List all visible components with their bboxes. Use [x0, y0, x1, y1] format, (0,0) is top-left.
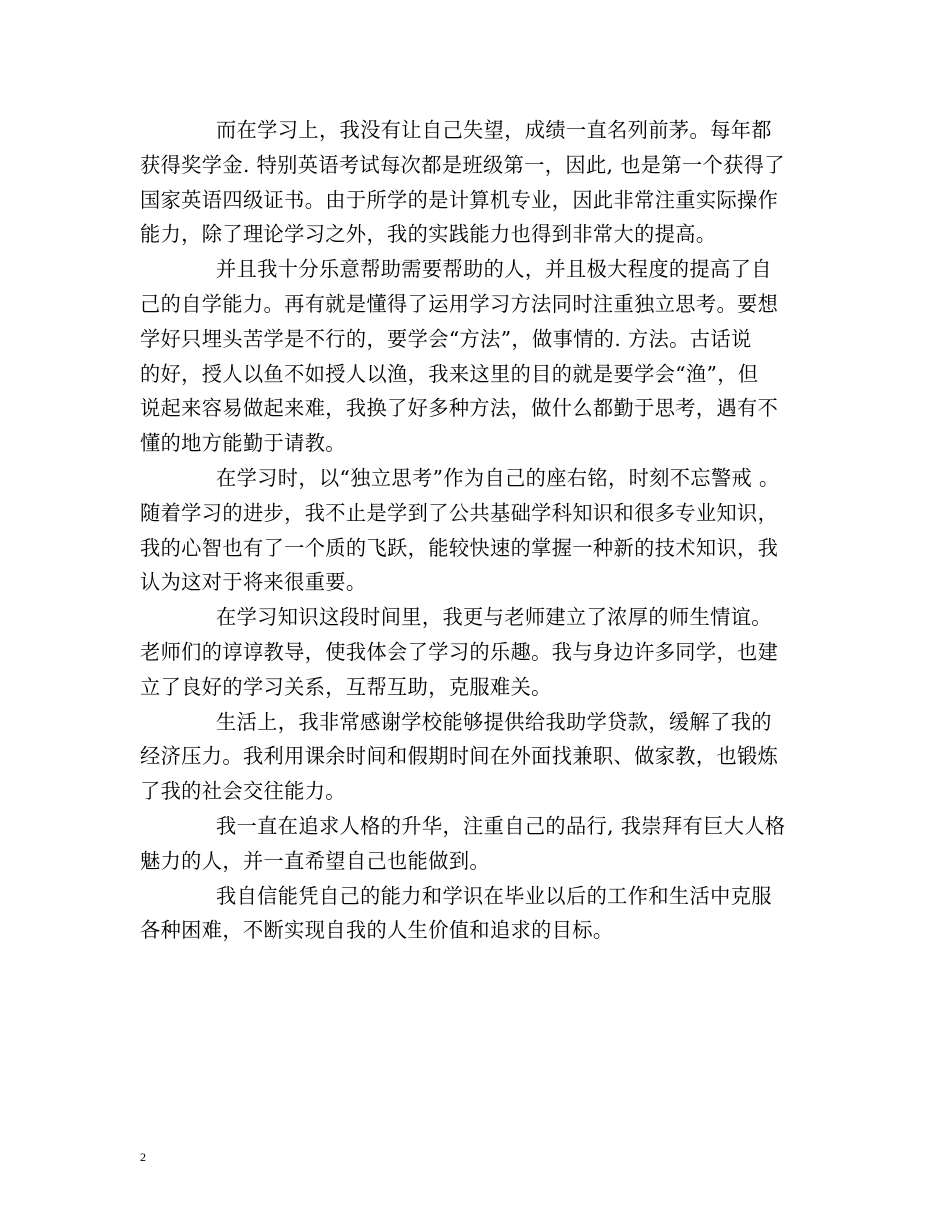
text-line: 我自信能凭自己的能力和学识在毕业以后的工作和生活中克服 — [216, 883, 772, 908]
text-line: 了我的社会交往能力。 — [140, 779, 346, 804]
text-line: 说起来容易做起来难，我换了好多种方法，做什么都勤于思考，遇有不 — [140, 396, 779, 421]
text-line: 老师们的谆谆教导，使我体会了学习的乐趣。我与身边许多同学，也建 — [140, 639, 779, 664]
page-number: 2 — [140, 1150, 146, 1164]
text-line: 随着学习的进步，我不止是学到了公共基础学科知识和很多专业知识， — [140, 500, 779, 525]
text-line: 生活上，我非常感谢学校能够提供给我助学贷款，缓解了我的 — [216, 709, 772, 734]
text-line: 在学习时，以“独立思考”作为自己的座右铭，时刻不忘警戒 。 — [216, 465, 780, 490]
body-text — [140, 113, 830, 948]
text-line: 国家英语四级证书。由于所学的是计算机专业，因此非常注重实际操作 — [140, 187, 779, 212]
text-line: 能力，除了理论学习之外，我的实践能力也得到非常大的提高。 — [140, 222, 717, 247]
text-line: 己的自学能力。再有就是懂得了运用学习方法同时注重独立思考。要想 — [140, 291, 779, 316]
text-line: 懂的地方能勤于请教。 — [140, 431, 346, 456]
text-line: 的好，授人以鱼不如授人以渔，我来这里的目的就是要学会“渔”，但 — [140, 361, 759, 386]
text-line: 我一直在追求人格的升华，注重自己的品行, 我崇拜有巨大人格 — [216, 813, 786, 838]
text-line: 立了良好的学习关系，互帮互助，克服难关。 — [140, 674, 552, 699]
text-line: 我的心智也有了一个质的飞跃，能较快速的掌握一种新的技术知识，我 — [140, 535, 779, 560]
text-line: 获得奖学金. 特别英语考试每次都是班级第一，因此, 也是第一个获得了 — [140, 152, 785, 177]
text-line: 在学习知识这段时间里，我更与老师建立了浓厚的师生情谊。 — [216, 605, 772, 630]
text-line: 经济压力。我利用课余时间和假期时间在外面找兼职、做家教，也锻炼 — [140, 744, 779, 769]
text-line: 学好只埋头苦学是不行的，要学会“方法”，做事情的. 方法。古话说 — [140, 326, 752, 351]
text-line: 魅力的人，并一直希望自己也能做到。 — [140, 848, 490, 873]
text-line: 而在学习上，我没有让自己失望，成绩一直名列前茅。每年都 — [216, 118, 772, 142]
text-line: 并且我十分乐意帮助需要帮助的人，并且极大程度的提高了自 — [216, 257, 772, 282]
text-line: 认为这对于将来很重要。 — [140, 570, 367, 595]
text-line: 各种困难，不断实现自我的人生价值和追求的目标。 — [140, 918, 614, 943]
